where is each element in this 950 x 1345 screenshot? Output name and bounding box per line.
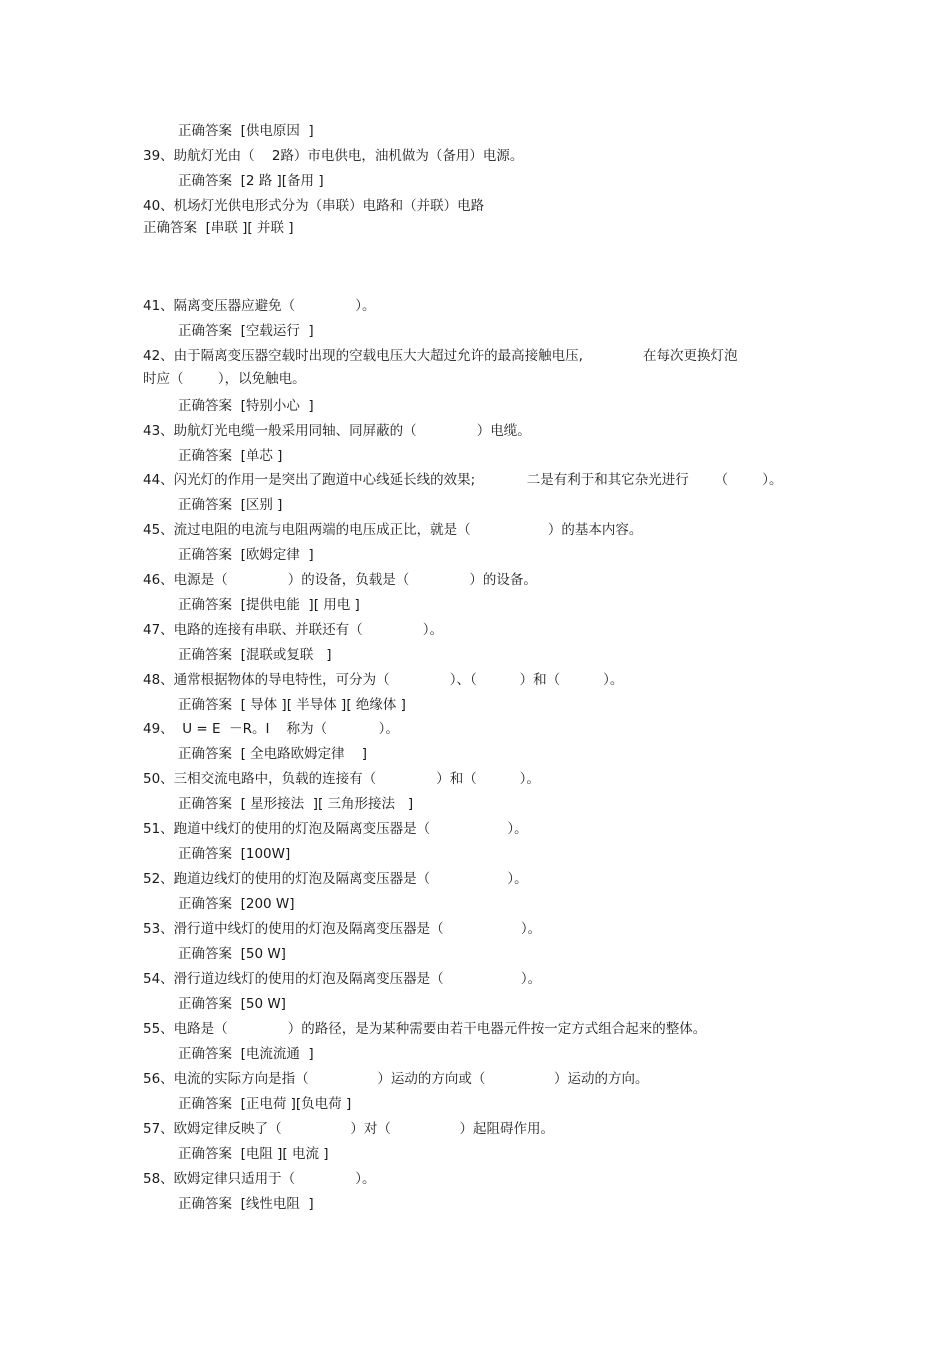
question-40: 40、机场灯光供电形式分为（串联）电路和（并联）电路 bbox=[143, 198, 485, 214]
question-39: 39、助航灯光由（ 2路）市电供电，油机做为（备用）电源。 bbox=[143, 148, 524, 164]
answer-line: 正确答案 [ 导体 ][ 半导体 ][ 绝缘体 ] bbox=[178, 697, 406, 713]
question-58: 58、欧姆定律只适用于（ ）。 bbox=[143, 1171, 376, 1187]
answer-line: 正确答案 [200 W] bbox=[178, 896, 295, 912]
question-57: 57、欧姆定律反映了（ ）对（ ）起阻碍作用。 bbox=[143, 1121, 554, 1137]
question-54: 54、滑行道边线灯的使用的灯泡及隔离变压器是（ ）。 bbox=[143, 971, 542, 987]
answer-line: 正确答案 [100W] bbox=[178, 846, 291, 862]
question-42: 42、由于隔离变压器空载时出现的空载电压大大超过允许的最高接触电压, 在每次更换灯泡 bbox=[143, 348, 738, 364]
question-46: 46、电源是（ ）的设备，负载是（ ）的设备。 bbox=[143, 572, 537, 588]
answer-line: 正确答案 [2 路 ][备用 ] bbox=[178, 173, 324, 189]
question-52: 52、跑道边线灯的使用的灯泡及隔离变压器是（ ）。 bbox=[143, 871, 528, 887]
question-50: 50、三相交流电路中，负载的连接有（ ）和（ ）。 bbox=[143, 771, 540, 787]
question-41: 41、隔离变压器应避免（ ）。 bbox=[143, 298, 376, 314]
question-42-continued: 时应（ ），以免触电。 bbox=[143, 371, 306, 387]
question-45: 45、流过电阻的电流与电阻两端的电压成正比，就是（ ）的基本内容。 bbox=[143, 522, 643, 538]
answer-line: 正确答案 [空载运行 ] bbox=[178, 323, 314, 339]
answer-line: 正确答案 [ 星形接法 ][ 三角形接法 ] bbox=[178, 796, 414, 812]
question-56: 56、电流的实际方向是指（ ）运动的方向或（ ）运动的方向。 bbox=[143, 1071, 649, 1087]
question-55: 55、电路是（ ）的路径，是为某种需要由若干电器元件按一定方式组合起来的整体。 bbox=[143, 1021, 707, 1037]
answer-line: 正确答案 [电流流通 ] bbox=[178, 1046, 314, 1062]
question-48: 48、通常根据物体的导电特性，可分为（ ）、（ ）和（ ）。 bbox=[143, 672, 624, 688]
answer-line: 正确答案 [ 全电路欧姆定律 ] bbox=[178, 746, 368, 762]
answer-line: 正确答案 [正电荷 ][负电荷 ] bbox=[178, 1096, 352, 1112]
answer-line: 正确答案 [50 W] bbox=[178, 996, 286, 1012]
answer-line: 正确答案 [电阻 ][ 电流 ] bbox=[178, 1146, 329, 1162]
question-47: 47、电路的连接有串联、并联还有（ ）。 bbox=[143, 622, 444, 638]
question-51: 51、跑道中线灯的使用的灯泡及隔离变压器是（ ）。 bbox=[143, 821, 528, 837]
question-53: 53、滑行道中线灯的使用的灯泡及隔离变压器是（ ）。 bbox=[143, 921, 542, 937]
answer-line: 正确答案 [串联 ][ 并联 ] bbox=[143, 220, 294, 236]
answer-line: 正确答案 [欧姆定律 ] bbox=[178, 547, 314, 563]
answer-line: 正确答案 [单芯 ] bbox=[178, 448, 283, 464]
answer-line: 正确答案 [供电原因 ] bbox=[178, 123, 314, 139]
answer-line: 正确答案 [特别小心 ] bbox=[178, 398, 314, 414]
answer-line: 正确答案 [提供电能 ][ 用电 ] bbox=[178, 597, 360, 613]
question-44: 44、闪光灯的作用一是突出了跑道中心线延长线的效果; 二是有利于和其它杂光进行 （ ）。 bbox=[143, 472, 783, 488]
answer-line: 正确答案 [50 W] bbox=[178, 946, 286, 962]
answer-line: 正确答案 [线性电阻 ] bbox=[178, 1196, 314, 1212]
question-49: 49、 U = E －R。I 称为（ ）。 bbox=[143, 721, 399, 737]
answer-line: 正确答案 [混联或复联 ] bbox=[178, 647, 332, 663]
answer-line: 正确答案 [区别 ] bbox=[178, 497, 283, 513]
question-43: 43、助航灯光电缆一般采用同轴、同屏蔽的（ ）电缆。 bbox=[143, 423, 531, 439]
